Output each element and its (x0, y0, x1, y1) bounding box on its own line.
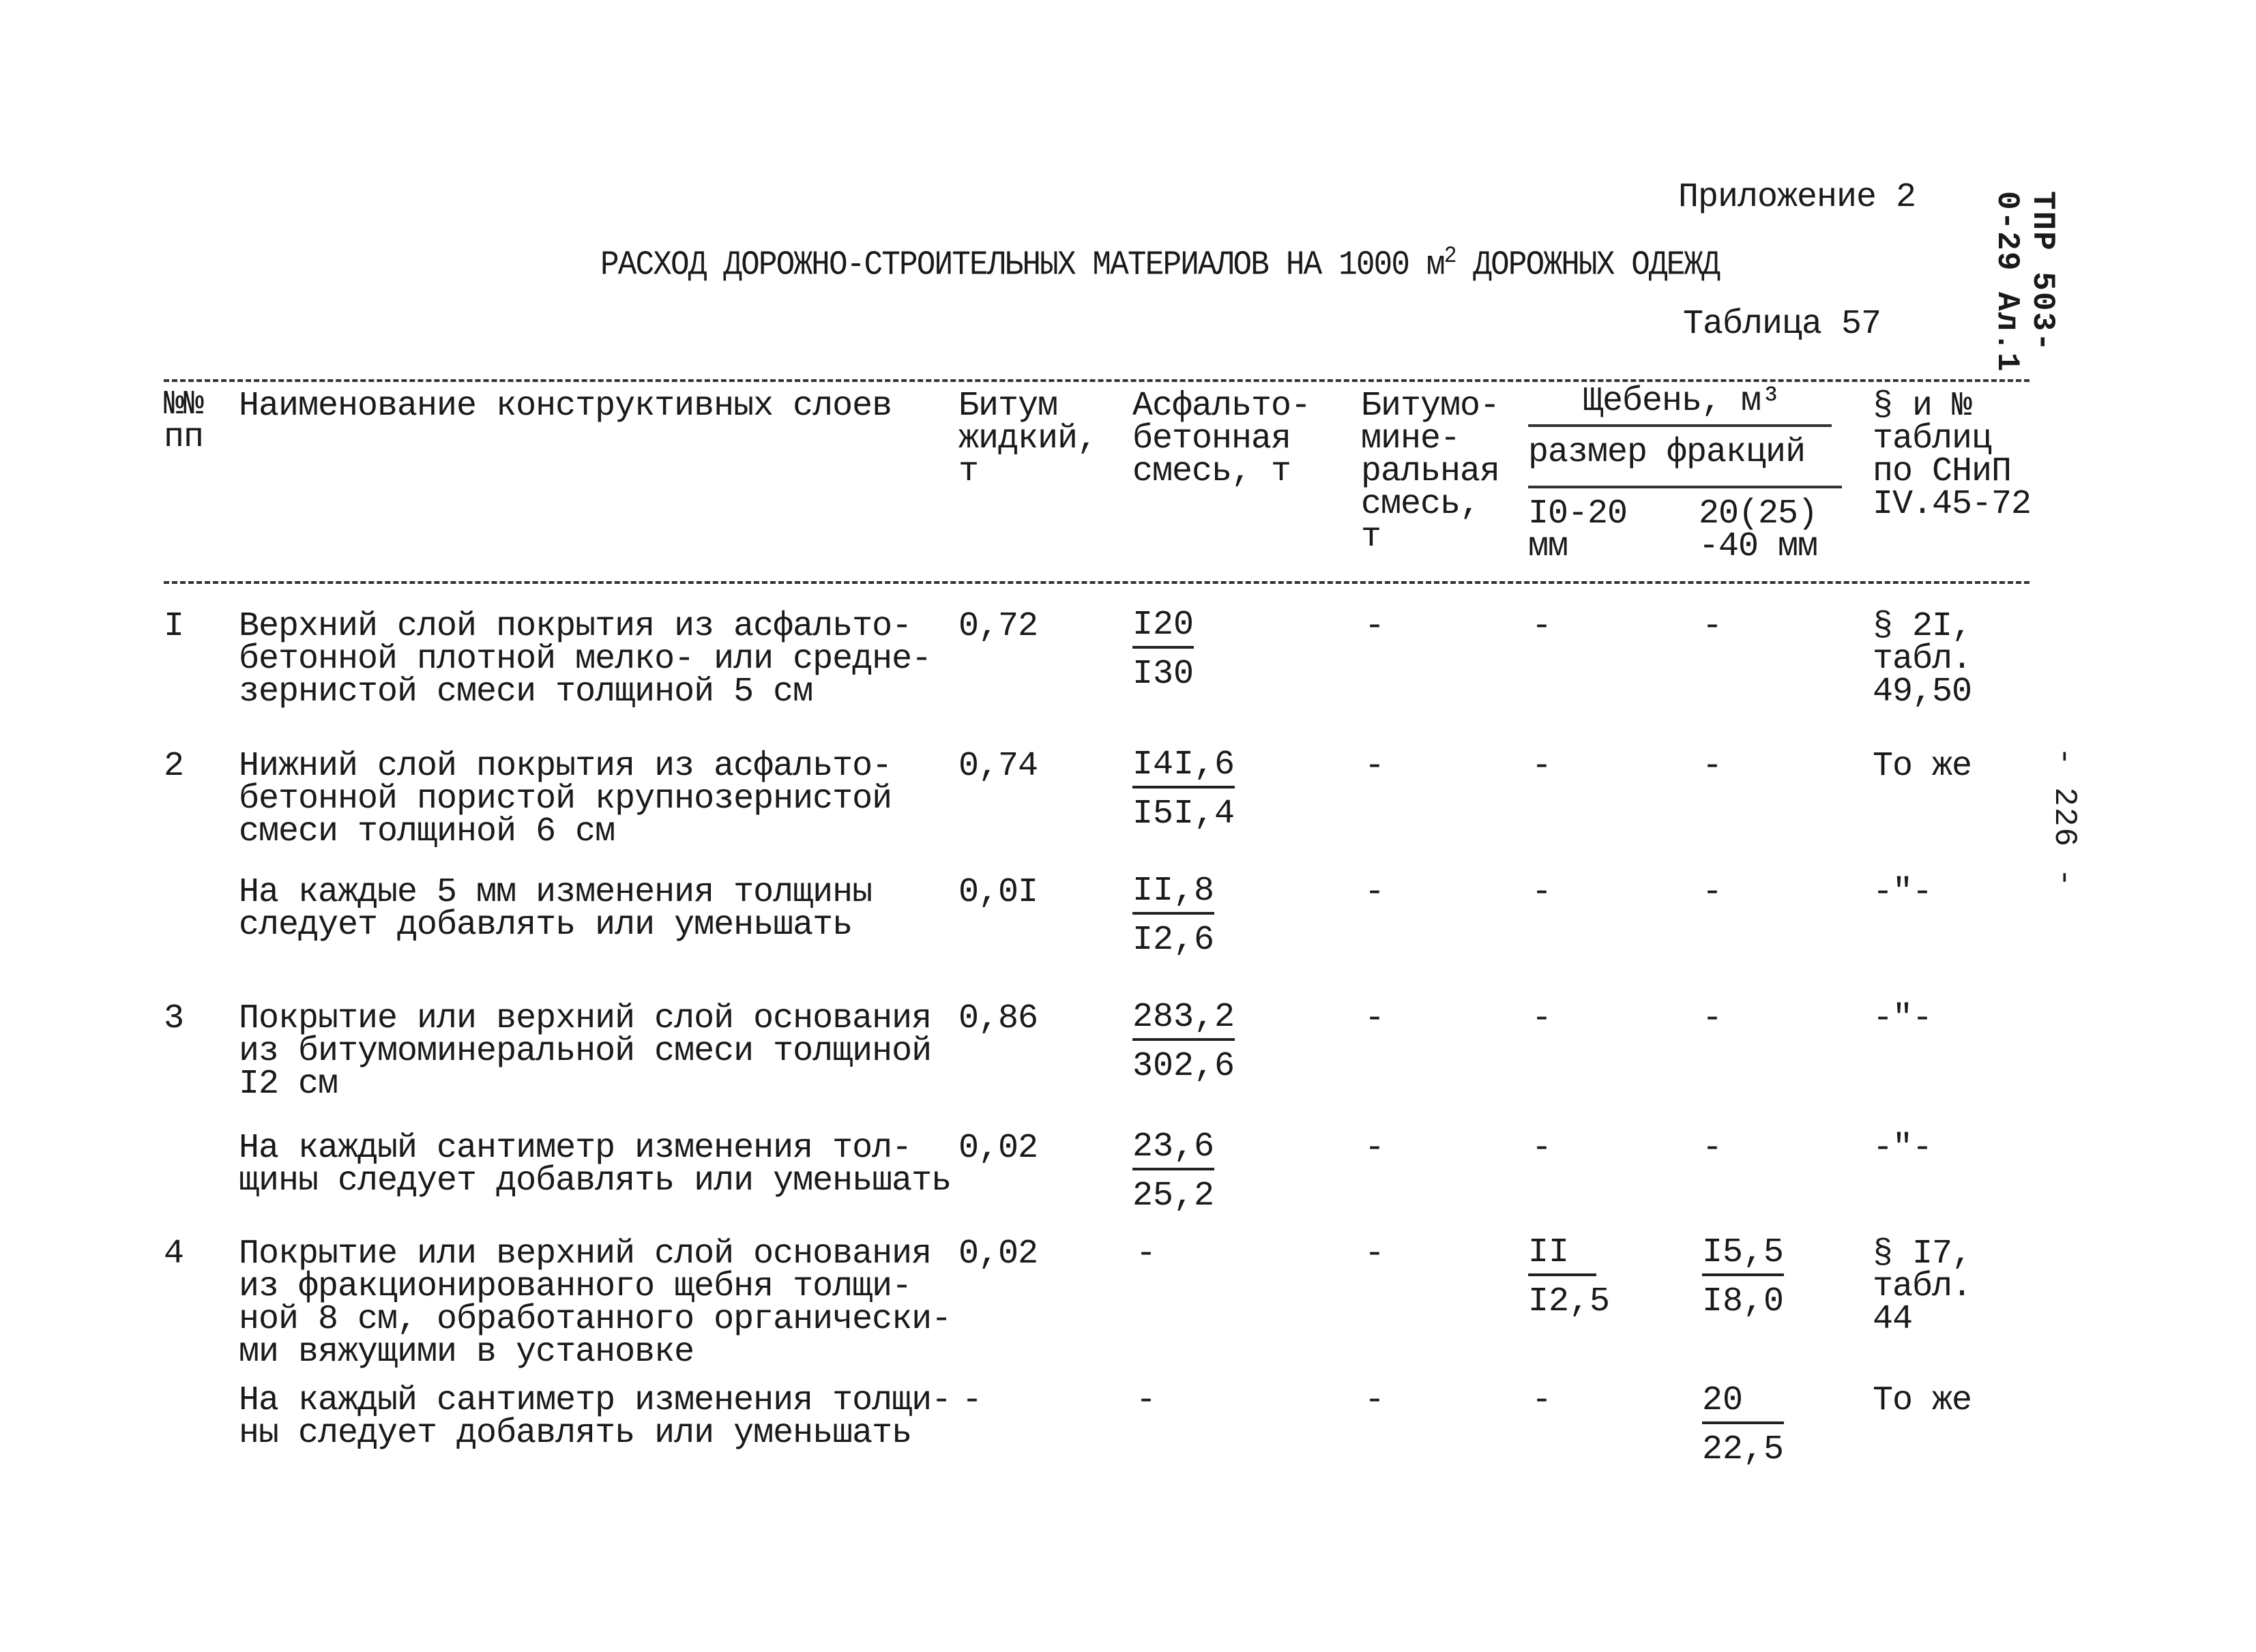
row-reference: § I7, табл. 44 (1873, 1235, 1972, 1339)
table-header-bottom-rule (164, 581, 2030, 584)
row-name: На каждые 5 мм изменения толщины следует добавлять или уменьшать (239, 873, 873, 945)
row-name: На каждый сантиметр изменения толщи- ны следует добавлять или уменьшать (239, 1381, 952, 1453)
col-header-num: №№ пп (164, 385, 204, 457)
row-fraction-2 (1702, 1233, 1785, 1321)
fraction-1-value-top: II (1528, 1237, 1596, 1276)
row-bitmin: - (1364, 999, 1385, 1038)
fraction-underline (1528, 486, 1842, 488)
asphalt-value-bottom: I2,6 (1132, 921, 1215, 960)
row-bitumen: 0,74 (958, 747, 1038, 786)
title-superscript: 2 (1444, 244, 1456, 269)
row-fraction-2: - (1702, 607, 1723, 646)
row-bitumen: 0,02 (958, 1129, 1038, 1168)
row-num: 2 (164, 747, 184, 786)
asphalt-value-bottom: 25,2 (1132, 1177, 1215, 1215)
row-fraction-1: - (1532, 999, 1552, 1038)
col-header-gravel: Щебень, м³ (1583, 382, 1781, 421)
asphalt-value-top: I20 (1132, 609, 1194, 649)
asphalt-value-bottom: I5I,4 (1132, 795, 1235, 834)
row-fraction-1: - (1532, 747, 1552, 786)
row-reference: -"- (1873, 1129, 1933, 1168)
col-header-bitumen: Битум жидкий, т (958, 387, 1098, 491)
row-bitmin: - (1364, 1381, 1385, 1420)
row-asphalt (1132, 872, 1215, 960)
title-main: РАСХОД ДОРОЖНО-СТРОИТЕЛЬНЫХ МАТЕРИАЛОВ НА 1000 м (600, 246, 1444, 285)
asphalt-value-bottom: 302,6 (1132, 1047, 1235, 1086)
row-bitumen: 0,72 (958, 607, 1038, 646)
col-header-fraction-2: 20(25) -40 мм (1699, 495, 1818, 566)
row-bitmin: - (1364, 747, 1385, 786)
col-header-asphalt: Асфальто- бетонная смесь, т (1132, 387, 1311, 491)
asphalt-value-bottom: I30 (1132, 655, 1195, 694)
page-number: - 226 - (2047, 747, 2082, 889)
fraction-2-value-bottom: 22,5 (1702, 1430, 1785, 1469)
row-name: Покрытие или верхний слой основания из фракционированного щебня толщи- ной 8 см, обработанного органически- ми вяжущими в установке (239, 1235, 952, 1372)
row-fraction-1: - (1532, 1381, 1552, 1420)
row-fraction-1: - (1532, 873, 1552, 912)
row-bitmin: - (1364, 873, 1385, 912)
row-fraction-1: - (1532, 1129, 1552, 1168)
row-reference: То же (1873, 747, 1972, 786)
row-asphalt (1132, 746, 1235, 834)
row-fraction-2: - (1702, 747, 1723, 786)
row-asphalt: - (1136, 1381, 1156, 1420)
fraction-2-value-top: 20 (1702, 1385, 1784, 1424)
row-reference: -"- (1873, 999, 1933, 1038)
row-asphalt (1132, 606, 1195, 694)
fraction-1-value-bottom: I2,5 (1528, 1282, 1611, 1321)
row-bitumen: 0,02 (958, 1235, 1038, 1273)
row-reference: § 2I, табл. 49,50 (1873, 607, 1972, 711)
document-code: ТПР 503-0-29 Ал.1 (1989, 191, 2060, 373)
document-title (600, 240, 1720, 285)
row-name: На каждый сантиметр изменения тол- щины следует добавлять или уменьшать (239, 1129, 952, 1200)
row-name: Покрытие или верхний слой основания из битумоминеральной смеси толщиной I2 см (239, 999, 932, 1104)
fraction-2-value-top: I5,5 (1702, 1237, 1784, 1276)
row-asphalt (1132, 998, 1235, 1086)
row-num: 3 (164, 999, 184, 1038)
col-header-bitmin: Битумо- мине- ральная смесь, т (1361, 387, 1500, 557)
row-bitmin: - (1364, 1235, 1385, 1273)
row-name: Верхний слой покрытия из асфальто- бетонной плотной мелко- или средне- зернистой смеси толщиной 5 см (239, 607, 932, 711)
row-fraction-2: - (1702, 999, 1723, 1038)
row-bitumen: 0,86 (958, 999, 1038, 1038)
row-fraction-1: - (1532, 607, 1552, 646)
col-header-fraction-1: I0-20 мм (1528, 495, 1628, 566)
row-bitumen: 0,0I (958, 873, 1038, 912)
col-header-fraction: размер фракций (1528, 433, 1806, 472)
asphalt-value-top: II,8 (1132, 875, 1214, 915)
col-header-reference: § и № таблиц по СНиП IV.45-72 (1873, 387, 2032, 524)
row-asphalt (1132, 1127, 1215, 1215)
asphalt-value-top: I4I,6 (1132, 749, 1235, 788)
row-num: 4 (164, 1235, 184, 1273)
asphalt-value-top: 23,6 (1132, 1131, 1214, 1170)
col-header-name: Наименование конструктивных слоев (239, 387, 892, 426)
gravel-underline (1528, 424, 1832, 427)
row-bitmin: - (1364, 607, 1385, 646)
row-fraction-2: - (1702, 1129, 1723, 1168)
row-num: I (164, 607, 184, 646)
row-bitumen: - (962, 1381, 982, 1420)
title-tail: ДОРОЖНЫХ ОДЕЖД (1455, 246, 1720, 285)
row-fraction-2 (1702, 1381, 1785, 1469)
row-reference: То же (1873, 1381, 1972, 1420)
row-reference: -"- (1873, 873, 1933, 912)
row-name: Нижний слой покрытия из асфальто- бетонной пористой крупнозернистой смеси толщиной 6 см (239, 747, 892, 851)
table-number: Таблица 57 (1683, 305, 1881, 344)
fraction-2-value-bottom: I8,0 (1702, 1282, 1785, 1321)
row-fraction-1 (1528, 1233, 1611, 1321)
asphalt-value-top: 283,2 (1132, 1001, 1235, 1041)
row-asphalt: - (1136, 1235, 1156, 1273)
row-bitmin: - (1364, 1129, 1385, 1168)
row-fraction-2: - (1702, 873, 1723, 912)
appendix-label: Приложение 2 (1678, 178, 1916, 217)
